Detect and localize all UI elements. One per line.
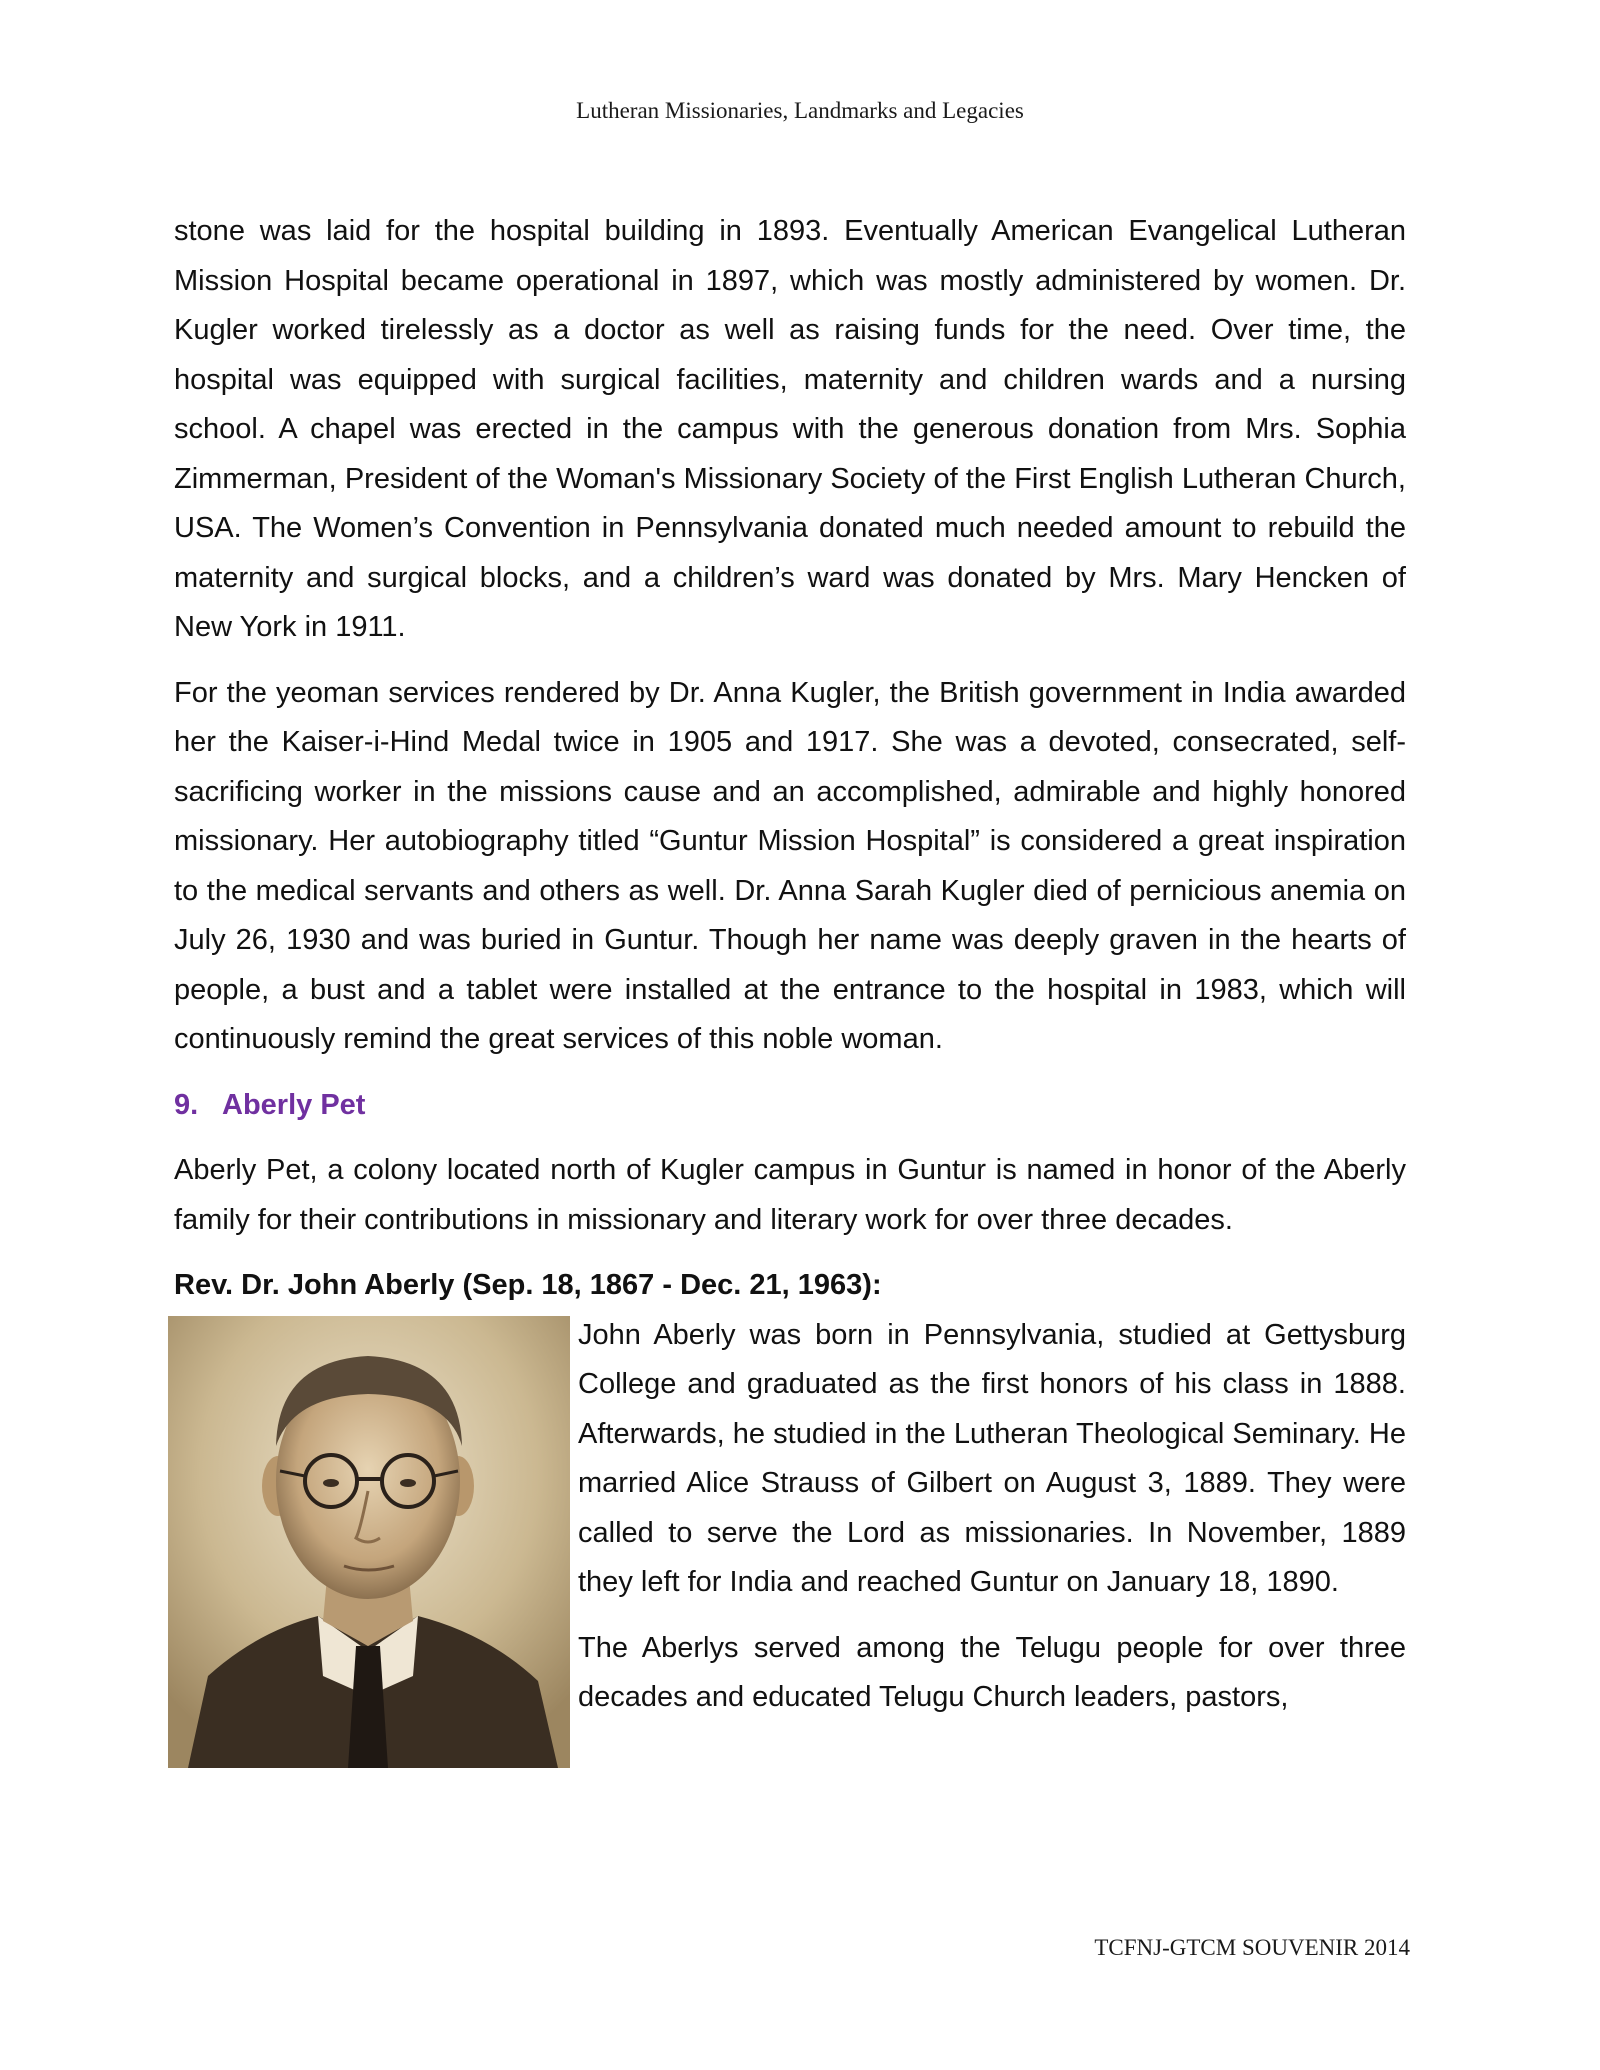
paragraph-aberly-pet-intro: Aberly Pet, a colony located north of Kugler campus in Guntur is named in honor of the Aberly family for their contributions in missionary and literary work for over three decades. [174,1154,1406,1236]
portrait-photo-john-aberly [168,1316,570,1768]
paragraph-aberly-early-life: John Aberly was born in Pennsylvania, studied at Gettysburg College and graduated as the first honors of his class in 1888. Afterwards, he studied in the Lutheran Theological Seminary. He married Alice Strauss of Gilbert on August 3, 1889. They were called to serve the Lord as missionaries. In November, 1889 they left for India and reached Guntur on January 18, 1890. [578,1318,1406,1598]
page-content [174,207,1406,1768]
paragraph-aberly-service: The Aberlys served among the Telugu people for over three decades and educated Telugu Church leaders, pastors, [578,1631,1406,1713]
section-number: 9. [174,1088,199,1121]
paragraph-hospital-history: stone was laid for the hospital building in 1893. Eventually American Evangelical Lutheran Mission Hospital became operational in 1897, which was mostly administered by women. Dr. Kugler worked tirelessly as a doctor as well as raising funds for the need. Over time, the hospital was equipped with surgical facilities, maternity and children wards and a nursing school. A chapel was erected in the campus with the generous donation from Mrs. Sophia Zimmerman, President of the Woman's Missionary Society of the First English Lutheran Church, USA. The Women’s Convention in Pennsylvania donated much needed amount to rebuild the maternity and surgical blocks, and a children’s ward was donated by Mrs. Mary Hencken of New York in 1911. [174,215,1406,643]
section-heading-aberly-pet [174,1081,1406,1131]
running-footer: TCFNJ-GTCM SOUVENIR 2014 [1094,1935,1410,1960]
bio-block [174,1311,1406,1723]
portrait-illustration [168,1316,570,1768]
section-title: Aberly Pet [222,1088,366,1121]
bio-heading-john-aberly: Rev. Dr. John Aberly (Sep. 18, 1867 - Dec. 21, 1963): [174,1269,882,1301]
paragraph-kugler-honors: For the yeoman services rendered by Dr. Anna Kugler, the British government in India awarded her the Kaiser-i-Hind Medal twice in 1905 and 1917. She was a devoted, consecrated, self-sacrificing worker in the missions cause and an accomplished, admirable and highly honored missionary. Her autobiography titled “Guntur Mission Hospital” is considered a great inspiration to the medical servants and others as well. Dr. Anna Sarah Kugler died of pernicious anemia on July 26, 1930 and was buried in Guntur. Though her name was deeply graven in the hearts of people, a bust and a tablet were installed at the entrance to the hospital in 1983, which will continuously remind the great services of this noble woman. [174,676,1406,1055]
running-header: Lutheran Missionaries, Landmarks and Legacies [576,98,1024,123]
